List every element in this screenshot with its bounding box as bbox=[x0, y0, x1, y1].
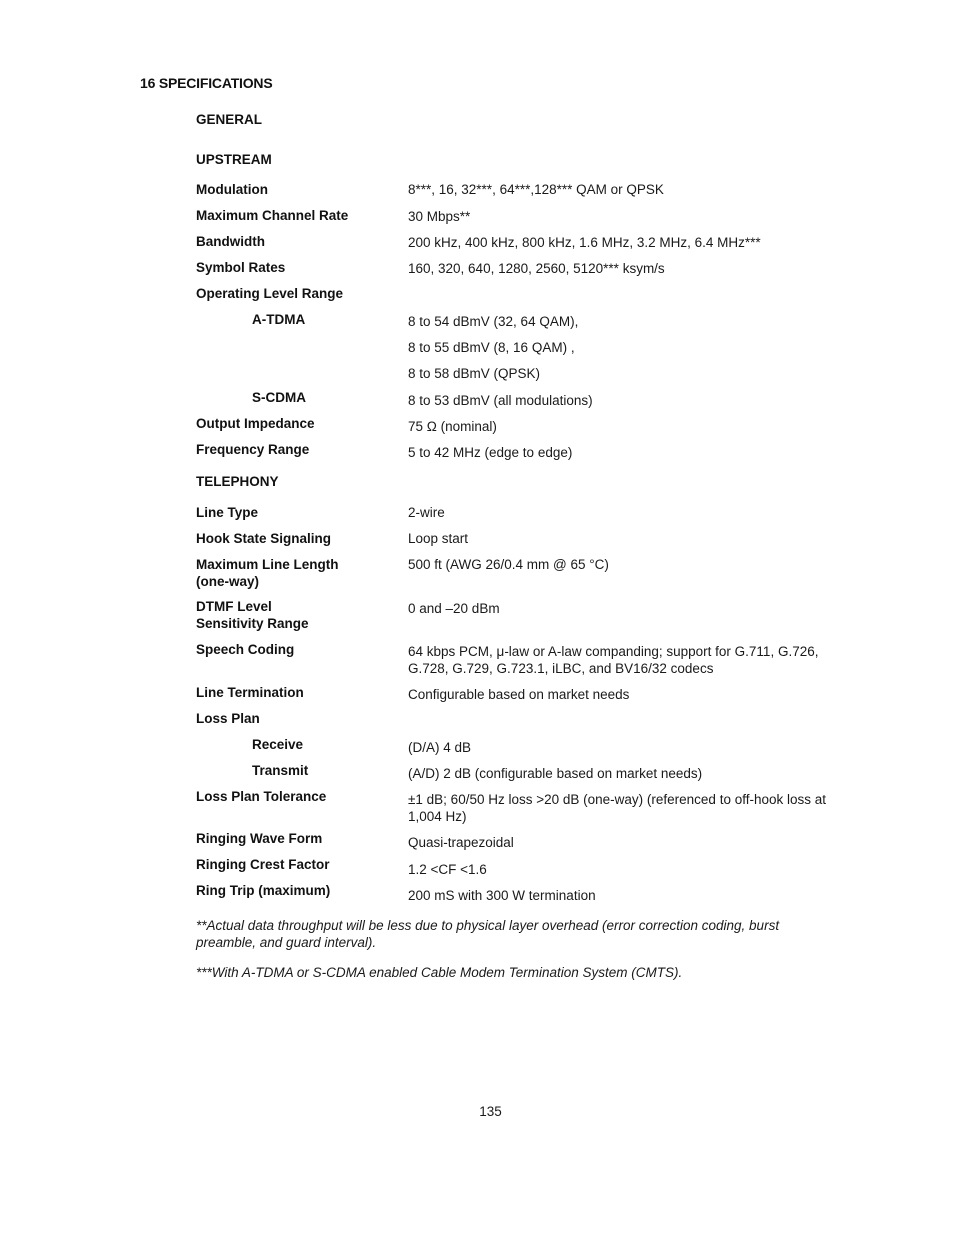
spec-label-modulation: Modulation bbox=[196, 182, 268, 197]
spec-value-transmit: (A/D) 2 dB (configurable based on market needs) bbox=[408, 766, 703, 781]
spec-value-ringing-wave-form: Quasi-trapezoidal bbox=[408, 835, 514, 850]
spec-label-dtmf-line-1: DTMF Level bbox=[196, 599, 272, 614]
spec-value-loss-plan-tolerance-line-1: ±1 dB; 60/50 Hz loss >20 dB (one-way) (referenced to off-hook loss at bbox=[408, 792, 827, 807]
spec-value-ringing-crest-factor: 1.2 <CF <1.6 bbox=[408, 862, 487, 877]
spec-value-modulation: 8***, 16, 32***, 64***,128*** QAM or QPSK bbox=[408, 182, 664, 197]
spec-label-ring-trip: Ring Trip (maximum) bbox=[196, 883, 331, 898]
spec-value-frequency-range: 5 to 42 MHz (edge to edge) bbox=[408, 445, 573, 460]
spec-label-symbol-rates: Symbol Rates bbox=[196, 260, 286, 275]
spec-label-line-type: Line Type bbox=[196, 505, 259, 520]
spec-label-max-line-length-line-2: (one-way) bbox=[196, 574, 260, 589]
section-heading-general: GENERAL bbox=[196, 112, 263, 127]
footnote-cmts: ***With A-TDMA or S-CDMA enabled Cable Modem Termination System (CMTS). bbox=[196, 965, 683, 980]
spec-label-loss-plan-tolerance: Loss Plan Tolerance bbox=[196, 789, 327, 804]
spec-label-loss-plan: Loss Plan bbox=[196, 711, 260, 726]
spec-value-dtmf: 0 and –20 dBm bbox=[408, 601, 500, 616]
spec-value-max-line-length: 500 ft (AWG 26/0.4 mm @ 65 °C) bbox=[408, 557, 609, 572]
spec-label-scdma: S-CDMA bbox=[252, 390, 306, 405]
spec-label-hook-state: Hook State Signaling bbox=[196, 531, 332, 546]
spec-value-symbol-rates: 160, 320, 640, 1280, 2560, 5120*** ksym/s bbox=[408, 261, 665, 276]
footnote-throughput-line-1: **Actual data throughput will be less due to physical layer overhead (error correction coding, burst bbox=[196, 918, 780, 933]
chapter-title: 16 SPECIFICATIONS bbox=[140, 75, 273, 91]
spec-value-bandwidth: 200 kHz, 400 kHz, 800 kHz, 1.6 MHz, 3.2 MHz, 6.4 MHz*** bbox=[408, 235, 761, 250]
spec-label-receive: Receive bbox=[252, 737, 304, 752]
spec-value-speech-coding-line-2: G.728, G.729, G.723.1, iLBC, and BV16/32 codecs bbox=[408, 661, 714, 676]
spec-label-output-impedance: Output Impedance bbox=[196, 416, 315, 431]
spec-value-atdma-2: 8 to 55 dBmV (8, 16 QAM) , bbox=[408, 340, 575, 355]
spec-value-ring-trip: 200 mS with 300 W termination bbox=[408, 888, 596, 903]
spec-label-max-channel-rate: Maximum Channel Rate bbox=[196, 208, 349, 223]
spec-label-ringing-wave-form: Ringing Wave Form bbox=[196, 831, 323, 846]
spec-value-line-type: 2-wire bbox=[408, 505, 445, 520]
spec-value-receive: (D/A) 4 dB bbox=[408, 740, 472, 755]
spec-value-loss-plan-tolerance-line-2: 1,004 Hz) bbox=[408, 809, 467, 824]
spec-label-atdma: A-TDMA bbox=[252, 312, 306, 327]
spec-label-max-line-length-line-1: Maximum Line Length bbox=[196, 557, 339, 572]
footnote-throughput bbox=[196, 917, 836, 951]
spec-value-output-impedance: 75 Ω (nominal) bbox=[408, 419, 497, 434]
spec-label-dtmf bbox=[196, 598, 396, 632]
spec-value-hook-state: Loop start bbox=[408, 531, 469, 546]
spec-value-line-termination: Configurable based on market needs bbox=[408, 687, 630, 702]
spec-value-scdma: 8 to 53 dBmV (all modulations) bbox=[408, 393, 593, 408]
page-number: 135 bbox=[479, 1104, 502, 1119]
section-heading-upstream: UPSTREAM bbox=[196, 152, 272, 167]
spec-label-speech-coding: Speech Coding bbox=[196, 642, 295, 657]
spec-label-dtmf-line-2: Sensitivity Range bbox=[196, 616, 309, 631]
spec-label-transmit: Transmit bbox=[252, 763, 309, 778]
spec-label-line-termination: Line Termination bbox=[196, 685, 304, 700]
spec-value-speech-coding-line-1: 64 kbps PCM, μ-law or A-law companding; support for G.711, G.726, bbox=[408, 644, 819, 659]
spec-label-operating-level-range: Operating Level Range bbox=[196, 286, 344, 301]
spec-label-bandwidth: Bandwidth bbox=[196, 234, 265, 249]
spec-value-max-channel-rate: 30 Mbps** bbox=[408, 209, 471, 224]
footnote-throughput-line-2: preamble, and guard interval). bbox=[196, 935, 377, 950]
spec-value-speech-coding bbox=[408, 643, 848, 677]
spec-value-atdma-3: 8 to 58 dBmV (QPSK) bbox=[408, 366, 541, 381]
spec-value-atdma-1: 8 to 54 dBmV (32, 64 QAM), bbox=[408, 314, 579, 329]
spec-label-max-line-length bbox=[196, 556, 396, 590]
spec-label-frequency-range: Frequency Range bbox=[196, 442, 310, 457]
section-heading-telephony: TELEPHONY bbox=[196, 474, 279, 489]
spec-label-ringing-crest-factor: Ringing Crest Factor bbox=[196, 857, 330, 872]
spec-value-loss-plan-tolerance bbox=[408, 791, 848, 825]
